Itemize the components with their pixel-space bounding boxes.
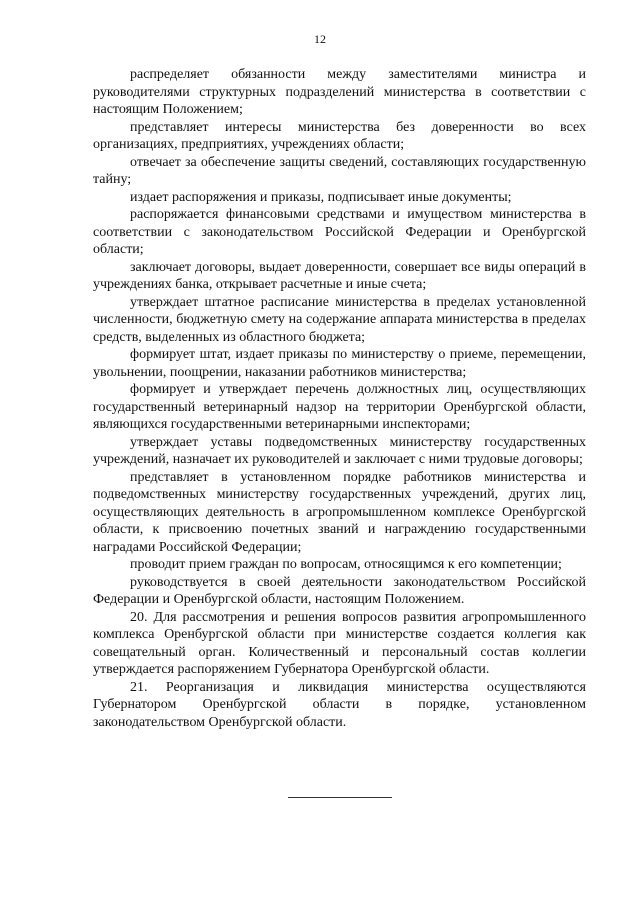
paragraph: заключает договоры, выдает доверенности, совершает все виды операций в учреждениях банка, открывает расчетные и иные счета; (93, 259, 586, 292)
paragraph: распоряжается финансовыми средствами и имуществом министерства в соответствии с законодательством Российской Федерации и Оренбургской области; (93, 207, 586, 257)
paragraph: формирует и утверждает перечень должностных лиц, осуществляющих государственный ветеринарный надзор на территории Оренбургской области, являющихся государственными ветеринарными инспекторами; (93, 382, 586, 432)
paragraph: представляет интересы министерства без доверенности во всех организациях, предприятиях, учреждениях области; (93, 119, 586, 152)
paragraph: формирует штат, издает приказы по министерству о приеме, перемещении, увольнении, поощрении, наказании работников министерства; (93, 347, 586, 380)
page-number: 12 (314, 32, 326, 46)
paragraph: распределяет обязанности между заместителями министра и руководителями структурных подразделений министерства в соответствии с настоящим Положением; (93, 67, 586, 117)
paragraph: издает распоряжения и приказы, подписывает иные документы; (130, 189, 512, 205)
paragraph: представляет в установленном порядке работников министерства и подведомственных министерству государственных учреждений, других лиц, осуществляющих деятельность в агропромышленном комплексе Оренбургской области, к присвоению почетных званий и награждению государственными наградами Российской Федерации; (93, 469, 586, 555)
paragraph: отвечает за обеспечение защиты сведений, составляющих государственную тайну; (93, 154, 586, 187)
end-divider (288, 797, 392, 798)
paragraph: проводит прием граждан по вопросам, относящимся к его компетенции; (130, 557, 562, 572)
document-body (93, 66, 586, 731)
paragraph-item-20: 20. Для рассмотрения и решения вопросов развития агропромышленного комплекса Оренбургской области при министерстве создается коллегия как совещательный орган. Количественный и персональный состав коллегии утверждается распоряжением Губернатора Оренбургской области. (93, 609, 586, 677)
paragraph-item-21: 21. Реорганизация и ликвидация министерства осуществляются Губернатором Оренбургской области в порядке, установленном законодательством Оренбургской области. (93, 679, 586, 730)
paragraph: руководствуется в своей деятельности законодательством Российской Федерации и Оренбургской области, настоящим Положением. (93, 574, 586, 607)
paragraph: утверждает уставы подведомственных министерству государственных учреждений, назначает их руководителей и заключает с ними трудовые договоры; (93, 434, 586, 467)
paragraph: утверждает штатное расписание министерства в пределах установленной численности, бюджетную смету на содержание аппарата министерства в пределах средств, выделенных из областного бюджета; (93, 294, 586, 345)
